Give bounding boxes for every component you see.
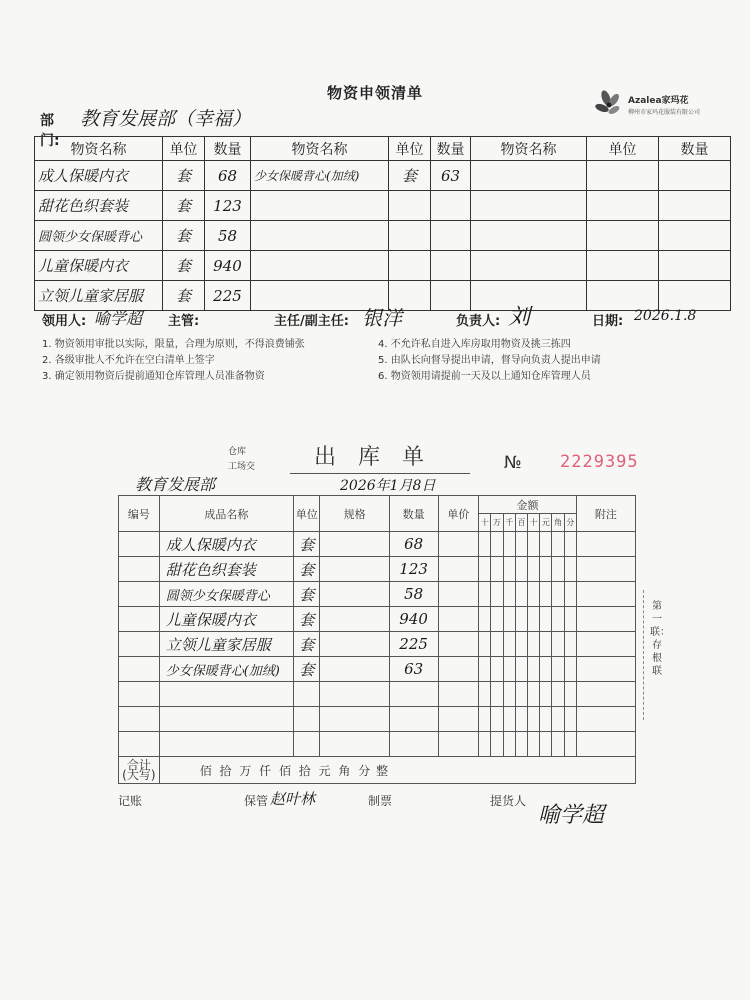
header-product-name: 成品名称 <box>159 496 293 532</box>
stub-divider <box>643 590 645 720</box>
item-unit <box>587 191 659 221</box>
slip-date-value: 2026年1月8日 <box>340 478 436 494</box>
item-unit <box>587 221 659 251</box>
slip-date <box>340 475 435 495</box>
requisition-title: 物资申领清单 <box>326 84 423 102</box>
slip-department: 教育发展部 <box>135 475 216 494</box>
header-quantity: 数量 <box>205 137 251 161</box>
item-unit: 套 <box>163 221 205 251</box>
recipient-label: 领用人: <box>42 314 87 329</box>
total-row <box>119 757 636 784</box>
digit-header: 百 <box>515 514 527 532</box>
item-quantity: 123 <box>205 191 251 221</box>
item-quantity <box>659 221 731 251</box>
note-item: 6. 物资领用请提前一天及以上通知仓库管理人员 <box>378 371 591 382</box>
slip-side-line: 工场交 <box>228 462 256 472</box>
slip-side-label <box>228 445 255 475</box>
slip-number: 2229395 <box>560 452 639 472</box>
total-units: 佰 拾 万 仟 佰 拾 元 角 分 <box>199 763 373 778</box>
item-name: 少女保暖背心(加绒) <box>251 161 389 191</box>
company-logo <box>592 88 722 122</box>
item-unit: 套 <box>389 161 431 191</box>
product-quantity: 940 <box>389 607 438 632</box>
header-item-name: 物资名称 <box>35 137 163 161</box>
date-label: 日期: <box>592 314 624 329</box>
bookkeeper-label: 记账 <box>118 794 143 808</box>
supervisor-label: 主管: <box>168 314 200 329</box>
table-row <box>35 251 731 281</box>
header-quantity: 数量 <box>431 137 471 161</box>
slip-title: 出库单 <box>290 440 470 474</box>
responsible-label: 负责人: <box>456 314 501 329</box>
signature-row <box>42 306 732 334</box>
table-row <box>119 557 636 582</box>
header-unit: 单位 <box>294 496 320 532</box>
header-unit: 单位 <box>587 137 659 161</box>
product-name: 立领儿童家居服 <box>159 632 293 657</box>
flower-logo-icon <box>592 88 626 120</box>
header-unit: 单位 <box>163 137 205 161</box>
product-name: 儿童保暖内衣 <box>159 607 293 632</box>
director-label: 主任/副主任: <box>274 314 349 329</box>
header-quantity: 数量 <box>659 137 731 161</box>
item-unit <box>389 251 431 281</box>
item-quantity: 63 <box>431 161 471 191</box>
item-unit: 套 <box>163 251 205 281</box>
item-name: 儿童保暖内衣 <box>35 251 163 281</box>
picker-label: 提货人 <box>490 794 527 808</box>
recipient-signature: 喻学超 <box>94 309 143 328</box>
digit-header: 分 <box>564 514 576 532</box>
table-row <box>119 607 636 632</box>
slip-side-line: 仓库 <box>228 447 247 457</box>
product-quantity: 123 <box>389 557 438 582</box>
item-name: 成人保暖内衣 <box>35 161 163 191</box>
digit-header: 元 <box>540 514 552 532</box>
digit-header: 十 <box>528 514 540 532</box>
total-label-line: 合计 <box>126 758 151 772</box>
header-item-name: 物资名称 <box>251 137 389 161</box>
digit-header: 十 <box>479 514 491 532</box>
header-item-name: 物资名称 <box>471 137 587 161</box>
product-quantity: 68 <box>389 532 438 557</box>
stub-label: 第一联：存根联 <box>650 601 670 677</box>
item-quantity <box>431 221 471 251</box>
header-unit-price: 单价 <box>438 496 479 532</box>
picker-signature: 喻学超 <box>538 803 605 828</box>
product-unit: 套 <box>294 657 320 682</box>
note-item: 2. 各级审批人不允许在空白清单上签字 <box>42 355 215 366</box>
requisition-header-row <box>35 137 731 161</box>
item-name <box>471 251 587 281</box>
logo-name: Azalea家玛花 <box>628 96 689 106</box>
product-unit: 套 <box>294 607 320 632</box>
table-row <box>119 682 636 707</box>
note-item: 4. 不允许私自进入库房取用物资及挑三拣四 <box>378 339 571 350</box>
table-row <box>119 657 636 682</box>
item-quantity <box>659 251 731 281</box>
custodian-label: 保管 <box>244 794 269 808</box>
product-unit: 套 <box>294 532 320 557</box>
item-quantity: 225 <box>205 281 251 311</box>
table-row <box>35 161 731 191</box>
item-quantity: 940 <box>205 251 251 281</box>
item-quantity: 68 <box>205 161 251 191</box>
table-row <box>119 582 636 607</box>
requisition-table <box>34 136 731 311</box>
item-quantity <box>431 191 471 221</box>
table-row <box>119 707 636 732</box>
item-name <box>251 251 389 281</box>
logo-subtitle: 柳州市家玛花服装有限公司 <box>628 109 701 116</box>
item-quantity <box>431 251 471 281</box>
item-unit <box>389 191 431 221</box>
item-unit: 套 <box>163 281 205 311</box>
header-quantity: 数量 <box>389 496 438 532</box>
product-name: 成人保暖内衣 <box>159 532 293 557</box>
note-item: 5. 由队长向督导提出申请，督导向负责人提出申请 <box>378 355 601 366</box>
department-value: 教育发展部（幸福） <box>80 108 252 130</box>
slip-number-label: № <box>504 453 522 473</box>
item-quantity <box>659 161 731 191</box>
item-name: 立领儿童家居服 <box>35 281 163 311</box>
note-item: 1. 物资领用审批以实际，限量，合理为原则，不得浪费铺张 <box>42 339 305 350</box>
item-name <box>471 191 587 221</box>
custodian-signature: 赵叶林 <box>270 790 316 808</box>
item-quantity <box>659 191 731 221</box>
item-name <box>251 191 389 221</box>
item-unit: 套 <box>163 161 205 191</box>
note-item: 3. 确定领用物资后提前通知仓库管理人员准备物资 <box>42 371 265 382</box>
product-unit: 套 <box>294 582 320 607</box>
table-row <box>119 532 636 557</box>
table-row <box>35 191 731 221</box>
product-unit: 套 <box>294 632 320 657</box>
header-spec: 规格 <box>320 496 389 532</box>
header-code: 编号 <box>119 496 160 532</box>
date-value: 2026.1.8 <box>634 308 697 324</box>
responsible-signature: 刘 <box>508 305 531 330</box>
product-name: 圆领少女保暖背心 <box>159 582 293 607</box>
product-quantity: 225 <box>389 632 438 657</box>
total-amount-words <box>159 757 635 784</box>
total-label-line: (大写) <box>122 768 156 782</box>
item-unit: 套 <box>163 191 205 221</box>
product-unit: 套 <box>294 557 320 582</box>
header-amount: 金额 <box>479 496 577 514</box>
item-name: 圆领少女保暖背心 <box>35 221 163 251</box>
header-unit: 单位 <box>389 137 431 161</box>
product-quantity: 63 <box>389 657 438 682</box>
item-name <box>251 221 389 251</box>
digit-header: 千 <box>503 514 515 532</box>
digit-header: 万 <box>491 514 503 532</box>
item-name <box>471 221 587 251</box>
item-name <box>471 161 587 191</box>
department-label: 部门: <box>40 113 60 149</box>
item-unit <box>389 221 431 251</box>
digit-header: 角 <box>552 514 564 532</box>
table-row <box>35 221 731 251</box>
preparer-label: 制票 <box>368 794 393 808</box>
item-unit <box>587 251 659 281</box>
item-quantity: 58 <box>205 221 251 251</box>
header-remarks: 附注 <box>576 496 635 532</box>
item-name: 甜花色织套装 <box>35 191 163 221</box>
total-suffix: 整 <box>376 763 389 778</box>
item-unit <box>587 161 659 191</box>
director-signature: 银洋 <box>362 306 402 330</box>
table-row <box>119 732 636 757</box>
product-name: 甜花色织套装 <box>159 557 293 582</box>
slip-header-row <box>119 496 636 514</box>
product-name: 少女保暖背心(加绒) <box>159 657 293 682</box>
table-row <box>119 632 636 657</box>
product-quantity: 58 <box>389 582 438 607</box>
total-label <box>119 757 160 784</box>
slip-table <box>118 495 636 784</box>
